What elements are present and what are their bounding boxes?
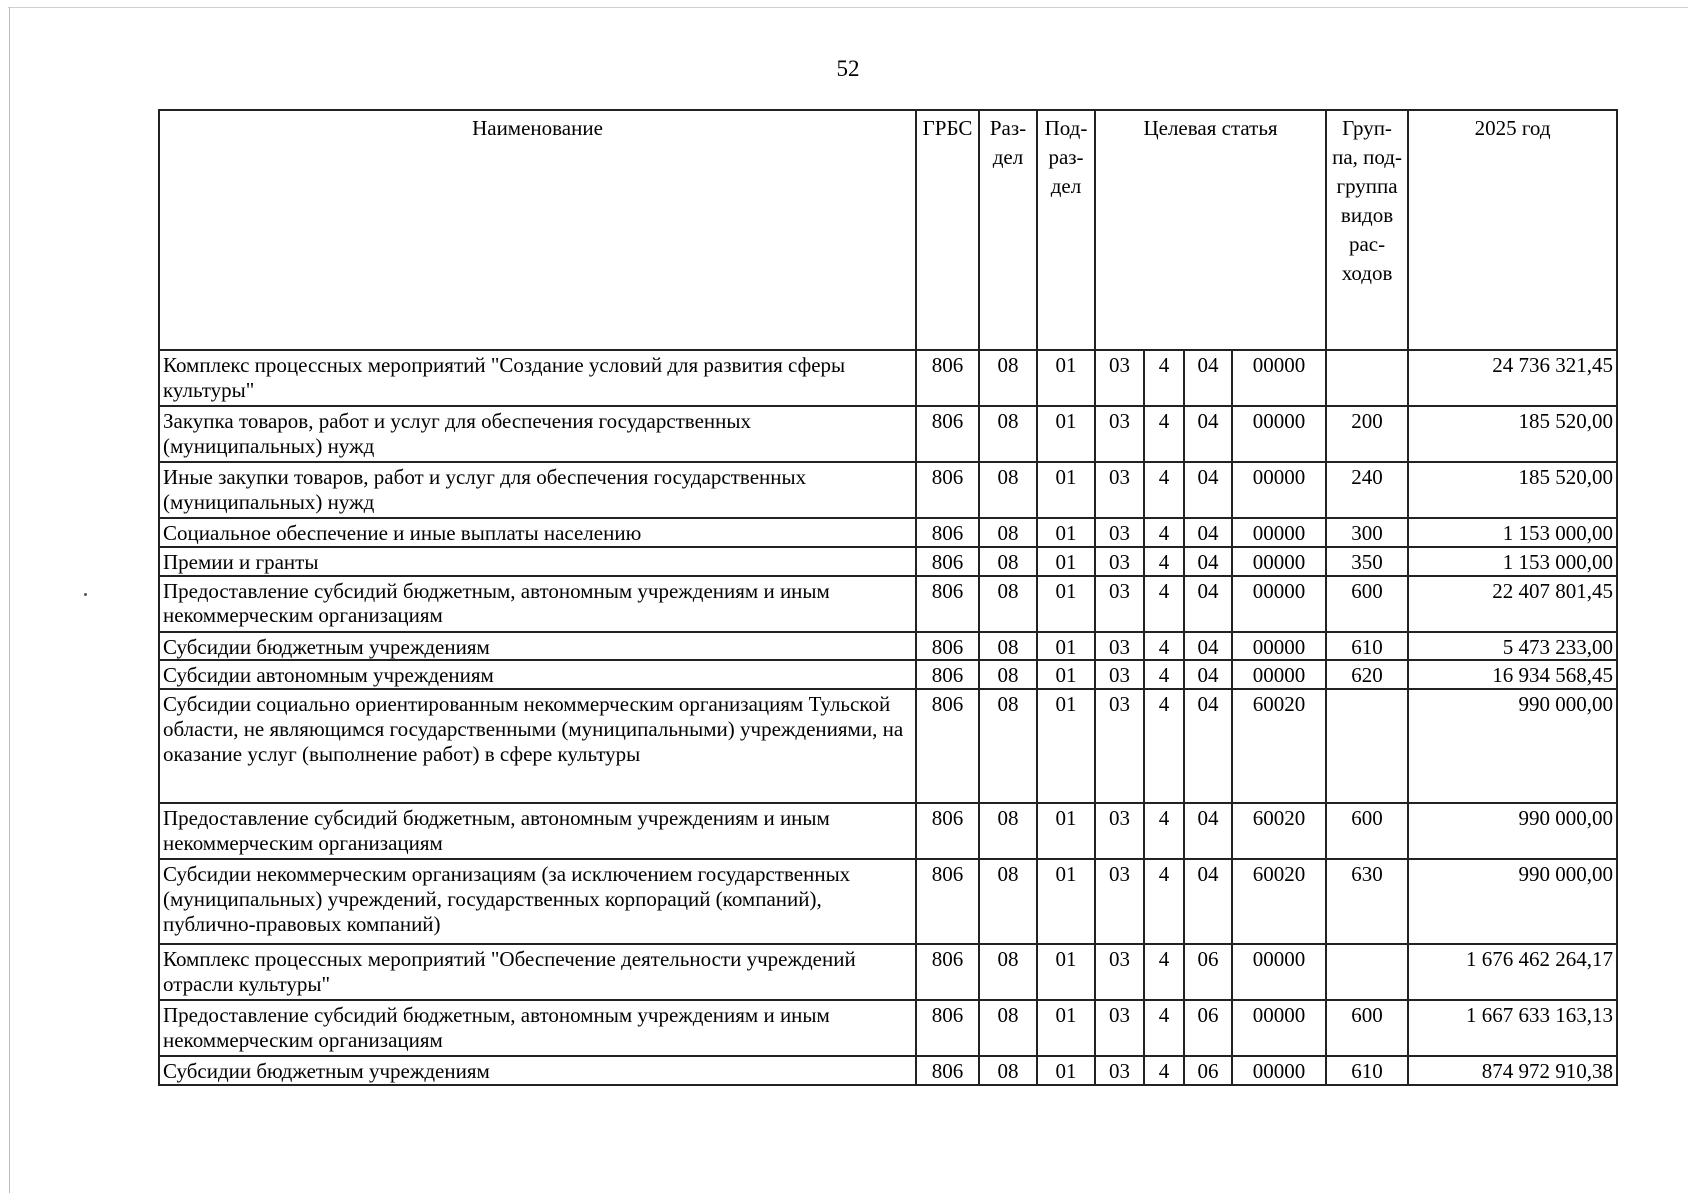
row-target-complex: 04 bbox=[1184, 859, 1232, 944]
row-razdel: 08 bbox=[979, 406, 1037, 462]
row-amount-2025: 990 000,00 bbox=[1408, 689, 1617, 803]
row-podrazdel: 01 bbox=[1037, 660, 1095, 689]
row-podrazdel: 01 bbox=[1037, 689, 1095, 803]
row-amount-2025: 16 934 568,45 bbox=[1408, 660, 1617, 689]
row-target-direction: 60020 bbox=[1232, 689, 1326, 803]
row-target-direction: 60020 bbox=[1232, 803, 1326, 859]
row-target-program: 03 bbox=[1095, 859, 1144, 944]
row-target-type: 4 bbox=[1144, 462, 1184, 518]
row-target-program: 03 bbox=[1095, 1056, 1144, 1085]
row-amount-2025: 1 153 000,00 bbox=[1408, 547, 1617, 576]
row-target-complex: 04 bbox=[1184, 406, 1232, 462]
row-razdel: 08 bbox=[979, 518, 1037, 547]
row-expense-group bbox=[1326, 350, 1408, 406]
table-row bbox=[159, 632, 1617, 661]
row-razdel: 08 bbox=[979, 803, 1037, 859]
col-header-group: Груп- па, под- группа видов рас- ходов bbox=[1326, 110, 1408, 350]
row-grbs: 806 bbox=[916, 1000, 979, 1056]
row-target-program: 03 bbox=[1095, 944, 1144, 1000]
table-row bbox=[159, 518, 1617, 547]
row-target-complex: 06 bbox=[1184, 944, 1232, 1000]
row-grbs: 806 bbox=[916, 689, 979, 803]
row-target-type: 4 bbox=[1144, 859, 1184, 944]
row-podrazdel: 01 bbox=[1037, 547, 1095, 576]
row-name: Субсидии бюджетным учреждениям bbox=[159, 1056, 916, 1085]
row-podrazdel: 01 bbox=[1037, 462, 1095, 518]
row-target-complex: 04 bbox=[1184, 576, 1232, 632]
row-target-direction: 60020 bbox=[1232, 859, 1326, 944]
row-amount-2025: 24 736 321,45 bbox=[1408, 350, 1617, 406]
row-grbs: 806 bbox=[916, 660, 979, 689]
row-razdel: 08 bbox=[979, 462, 1037, 518]
row-name: Субсидии некоммерческим организациям (за исключением государственных (муниципальных) учреждений, государственных корпораций (компаний), публично-правовых компаний) bbox=[159, 859, 916, 944]
row-amount-2025: 874 972 910,38 bbox=[1408, 1056, 1617, 1085]
row-podrazdel: 01 bbox=[1037, 1056, 1095, 1085]
row-razdel: 08 bbox=[979, 689, 1037, 803]
row-target-complex: 04 bbox=[1184, 803, 1232, 859]
scan-speck bbox=[84, 593, 87, 596]
row-amount-2025: 1 153 000,00 bbox=[1408, 518, 1617, 547]
row-podrazdel: 01 bbox=[1037, 1000, 1095, 1056]
row-name: Комплекс процессных мероприятий "Создание условий для развития сферы культуры" bbox=[159, 350, 916, 406]
row-target-type: 4 bbox=[1144, 350, 1184, 406]
row-target-complex: 06 bbox=[1184, 1056, 1232, 1085]
row-target-program: 03 bbox=[1095, 518, 1144, 547]
row-target-direction: 00000 bbox=[1232, 944, 1326, 1000]
row-target-program: 03 bbox=[1095, 689, 1144, 803]
row-name: Субсидии бюджетным учреждениям bbox=[159, 632, 916, 661]
row-razdel: 08 bbox=[979, 547, 1037, 576]
row-target-program: 03 bbox=[1095, 547, 1144, 576]
row-razdel: 08 bbox=[979, 859, 1037, 944]
row-target-type: 4 bbox=[1144, 689, 1184, 803]
row-expense-group: 200 bbox=[1326, 406, 1408, 462]
row-expense-group: 600 bbox=[1326, 803, 1408, 859]
row-target-direction: 00000 bbox=[1232, 1000, 1326, 1056]
col-header-podrazdel: Под- раз- дел bbox=[1037, 110, 1095, 350]
row-target-program: 03 bbox=[1095, 803, 1144, 859]
row-target-type: 4 bbox=[1144, 1056, 1184, 1085]
row-name: Премии и гранты bbox=[159, 547, 916, 576]
budget-table bbox=[158, 109, 1618, 1086]
table-row bbox=[159, 406, 1617, 462]
row-razdel: 08 bbox=[979, 350, 1037, 406]
row-expense-group: 240 bbox=[1326, 462, 1408, 518]
row-target-direction: 00000 bbox=[1232, 1056, 1326, 1085]
table-row bbox=[159, 350, 1617, 406]
row-grbs: 806 bbox=[916, 462, 979, 518]
row-podrazdel: 01 bbox=[1037, 518, 1095, 547]
row-target-complex: 04 bbox=[1184, 518, 1232, 547]
table-row bbox=[159, 462, 1617, 518]
row-amount-2025: 22 407 801,45 bbox=[1408, 576, 1617, 632]
row-target-type: 4 bbox=[1144, 803, 1184, 859]
row-razdel: 08 bbox=[979, 660, 1037, 689]
col-header-year: 2025 год bbox=[1408, 110, 1617, 350]
page-number: 52 bbox=[836, 56, 860, 81]
row-podrazdel: 01 bbox=[1037, 859, 1095, 944]
row-grbs: 806 bbox=[916, 803, 979, 859]
row-target-type: 4 bbox=[1144, 1000, 1184, 1056]
row-podrazdel: 01 bbox=[1037, 350, 1095, 406]
row-target-type: 4 bbox=[1144, 660, 1184, 689]
row-amount-2025: 5 473 233,00 bbox=[1408, 632, 1617, 661]
row-target-direction: 00000 bbox=[1232, 518, 1326, 547]
scan-edge-top bbox=[8, 7, 1688, 8]
row-expense-group: 620 bbox=[1326, 660, 1408, 689]
row-target-complex: 04 bbox=[1184, 660, 1232, 689]
row-name: Иные закупки товаров, работ и услуг для обеспечения государственных (муниципальных) нужд bbox=[159, 462, 916, 518]
col-header-razdel: Раз- дел bbox=[979, 110, 1037, 350]
row-amount-2025: 185 520,00 bbox=[1408, 406, 1617, 462]
row-target-direction: 00000 bbox=[1232, 660, 1326, 689]
row-podrazdel: 01 bbox=[1037, 406, 1095, 462]
row-amount-2025: 185 520,00 bbox=[1408, 462, 1617, 518]
table-row bbox=[159, 944, 1617, 1000]
row-target-direction: 00000 bbox=[1232, 350, 1326, 406]
table-row bbox=[159, 689, 1617, 803]
row-razdel: 08 bbox=[979, 1056, 1037, 1085]
row-grbs: 806 bbox=[916, 576, 979, 632]
row-amount-2025: 1 676 462 264,17 bbox=[1408, 944, 1617, 1000]
row-target-direction: 00000 bbox=[1232, 576, 1326, 632]
row-target-type: 4 bbox=[1144, 547, 1184, 576]
table-row bbox=[159, 859, 1617, 944]
row-target-complex: 04 bbox=[1184, 632, 1232, 661]
row-grbs: 806 bbox=[916, 547, 979, 576]
col-header-target: Целевая статья bbox=[1095, 110, 1326, 350]
row-grbs: 806 bbox=[916, 1056, 979, 1085]
row-expense-group: 630 bbox=[1326, 859, 1408, 944]
row-podrazdel: 01 bbox=[1037, 803, 1095, 859]
row-grbs: 806 bbox=[916, 350, 979, 406]
row-expense-group: 300 bbox=[1326, 518, 1408, 547]
row-target-program: 03 bbox=[1095, 406, 1144, 462]
row-name: Предоставление субсидий бюджетным, автономным учреждениям и иным некоммерческим организациям bbox=[159, 576, 916, 632]
row-grbs: 806 bbox=[916, 859, 979, 944]
row-target-type: 4 bbox=[1144, 406, 1184, 462]
row-razdel: 08 bbox=[979, 632, 1037, 661]
row-name: Предоставление субсидий бюджетным, автономным учреждениям и иным некоммерческим организациям bbox=[159, 1000, 916, 1056]
table-header-row bbox=[159, 110, 1617, 350]
row-podrazdel: 01 bbox=[1037, 944, 1095, 1000]
row-target-complex: 04 bbox=[1184, 547, 1232, 576]
row-expense-group bbox=[1326, 689, 1408, 803]
row-target-program: 03 bbox=[1095, 1000, 1144, 1056]
row-razdel: 08 bbox=[979, 944, 1037, 1000]
row-target-complex: 04 bbox=[1184, 462, 1232, 518]
row-amount-2025: 1 667 633 163,13 bbox=[1408, 1000, 1617, 1056]
row-target-complex: 04 bbox=[1184, 350, 1232, 406]
row-amount-2025: 990 000,00 bbox=[1408, 803, 1617, 859]
row-expense-group bbox=[1326, 944, 1408, 1000]
row-grbs: 806 bbox=[916, 518, 979, 547]
row-name: Субсидии социально ориентированным некоммерческим организациям Тульской области, не являющимся государственными (муниципальными) учреждениями, на оказание услуг (выполнение работ) в сфере культуры bbox=[159, 689, 916, 803]
row-expense-group: 600 bbox=[1326, 576, 1408, 632]
row-podrazdel: 01 bbox=[1037, 632, 1095, 661]
row-target-direction: 00000 bbox=[1232, 406, 1326, 462]
row-podrazdel: 01 bbox=[1037, 576, 1095, 632]
row-name: Закупка товаров, работ и услуг для обеспечения государственных (муниципальных) нужд bbox=[159, 406, 916, 462]
row-target-type: 4 bbox=[1144, 632, 1184, 661]
table-row bbox=[159, 803, 1617, 859]
row-target-direction: 00000 bbox=[1232, 547, 1326, 576]
row-amount-2025: 990 000,00 bbox=[1408, 859, 1617, 944]
row-target-program: 03 bbox=[1095, 462, 1144, 518]
row-razdel: 08 bbox=[979, 1000, 1037, 1056]
table-row bbox=[159, 547, 1617, 576]
row-expense-group: 600 bbox=[1326, 1000, 1408, 1056]
row-name: Субсидии автономным учреждениям bbox=[159, 660, 916, 689]
row-name: Социальное обеспечение и иные выплаты населению bbox=[159, 518, 916, 547]
row-target-program: 03 bbox=[1095, 632, 1144, 661]
col-header-name: Наименование bbox=[159, 110, 916, 350]
row-target-type: 4 bbox=[1144, 576, 1184, 632]
row-target-type: 4 bbox=[1144, 944, 1184, 1000]
row-grbs: 806 bbox=[916, 632, 979, 661]
row-name: Предоставление субсидий бюджетным, автономным учреждениям и иным некоммерческим организациям bbox=[159, 803, 916, 859]
row-target-program: 03 bbox=[1095, 576, 1144, 632]
row-target-direction: 00000 bbox=[1232, 632, 1326, 661]
table-row bbox=[159, 576, 1617, 632]
row-grbs: 806 bbox=[916, 406, 979, 462]
col-header-grbs: ГРБС bbox=[916, 110, 979, 350]
table-row bbox=[159, 660, 1617, 689]
row-name: Комплекс процессных мероприятий "Обеспечение деятельности учреждений отрасли культуры" bbox=[159, 944, 916, 1000]
row-target-complex: 04 bbox=[1184, 689, 1232, 803]
row-target-type: 4 bbox=[1144, 518, 1184, 547]
table-row bbox=[159, 1000, 1617, 1056]
row-grbs: 806 bbox=[916, 944, 979, 1000]
row-target-program: 03 bbox=[1095, 660, 1144, 689]
table-row bbox=[159, 1056, 1617, 1085]
row-expense-group: 610 bbox=[1326, 632, 1408, 661]
scan-edge-left bbox=[9, 7, 10, 1193]
row-target-direction: 00000 bbox=[1232, 462, 1326, 518]
row-target-program: 03 bbox=[1095, 350, 1144, 406]
row-razdel: 08 bbox=[979, 576, 1037, 632]
row-target-complex: 06 bbox=[1184, 1000, 1232, 1056]
row-expense-group: 610 bbox=[1326, 1056, 1408, 1085]
row-expense-group: 350 bbox=[1326, 547, 1408, 576]
